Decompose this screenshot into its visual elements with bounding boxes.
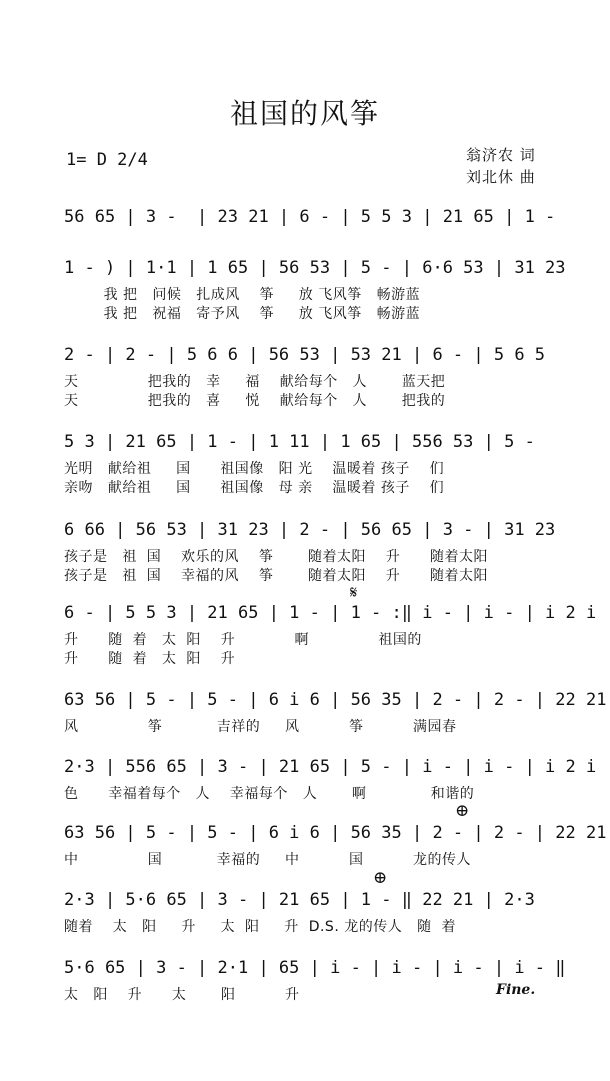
notes-line: 56 65 | 3 - | 23 21 | 6 - | 5 5 3 | 21 65 | 1 - [64,207,556,227]
notes-line: 1 - ) | 1·1 | 1 65 | 56 53 | 5 - | 6·6 53 | 31 23 [64,258,566,278]
notes-line: 5·6 65 | 3 - | 2·1 | 65 | i - | i - | i - | i - ‖ [64,958,566,978]
notes-line: 2·3 | 5·6 65 | 3 - | 21 65 | 1 - ‖ 22 21 | 2·3 [64,890,535,910]
coda-sign: ⊕ [455,801,470,821]
lyric-verse-2: 我 把 祝福 寄予风 筝 放 飞风筝 畅游蓝 [64,306,421,322]
lyric-verse-1: 风 筝 吉祥的 风 筝 满园春 [64,719,457,735]
lyric-verse-1: 色 幸福着每个 人 幸福每个 人 啊 和谐的 [64,786,475,802]
lyric-verse-1: 中 国 幸福的 中 国 龙的传人 [64,852,472,868]
lyric-verse-2: 天 把我的 喜 悦 献给每个 人 把我的 [64,393,446,409]
coda-sign: ⊕ [373,868,388,888]
lyric-verse-1: 太 阳 升 太 阳 升 [64,987,300,1003]
lyricist-credit: 翁济农 词 [466,146,536,164]
notes-line: 2 - | 2 - | 5 6 6 | 56 53 | 53 21 | 6 - | 5 6 5 [64,345,546,365]
lyric-verse-1: 随着 太 阳 升 太 阳 升 D.S. 龙的传人 随 着 [64,919,456,935]
notes-line: 6 66 | 56 53 | 31 23 | 2 - | 56 65 | 3 - | 31 23 [64,520,556,540]
lyric-verse-1: 天 把我的 幸 福 献给每个 人 蓝天把 [64,374,446,390]
lyric-verse-2: 亲吻 献给祖 国 祖国像 母 亲 温暖着 孩子 们 [64,480,445,496]
lyric-verse-1: 我 把 问候 扎成风 筝 放 飞风筝 畅游蓝 [64,287,421,303]
key-signature: 1= D 2/4 [66,150,148,170]
lyric-verse-1: 孩子是 祖 国 欢乐的风 筝 随着太阳 升 随着太阳 [64,549,489,565]
notes-line: 6 - | 5 5 3 | 21 65 | 1 - | 1 - :‖ i - | i - | i 2 i [64,603,597,623]
composer-credit: 刘北休 曲 [466,168,536,186]
lyric-verse-2: 升 随 着 太 阳 升 [64,651,236,667]
song-title: 祖国的风筝 [229,97,380,130]
lyric-verse-1: 升 随 着 太 阳 升 啊 祖国的 [64,632,422,648]
notes-line: 63 56 | 5 - | 5 - | 6 i 6 | 56 35 | 2 - | 2 - | 22 21 [64,690,607,710]
segno-sign: 𝄋 [350,583,358,603]
notes-line: 5 3 | 21 65 | 1 - | 1 11 | 1 65 | 556 53 | 5 - [64,432,535,452]
notes-line: 63 56 | 5 - | 5 - | 6 i 6 | 56 35 | 2 - | 2 - | 22 21 [64,823,607,843]
notes-line: 2·3 | 556 65 | 3 - | 21 65 | 5 - | i - | i - | i 2 i [64,757,597,777]
fine-marking: Fine. [496,982,536,998]
lyric-verse-2: 孩子是 祖 国 幸福的风 筝 随着太阳 升 随着太阳 [64,568,489,584]
lyric-verse-1: 光明 献给祖 国 祖国像 阳 光 温暖着 孩子 们 [64,461,445,477]
beam-lines [64,229,534,241]
